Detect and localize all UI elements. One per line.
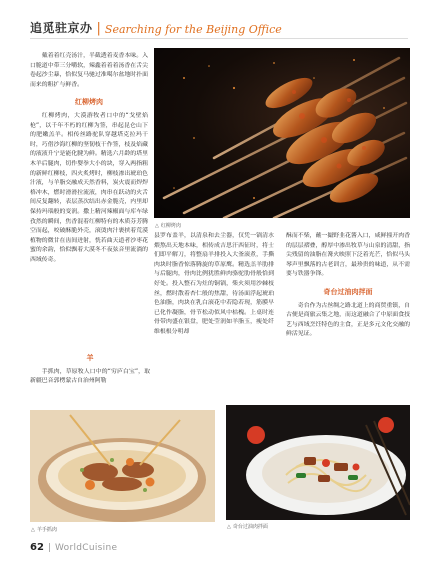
noodles-caption xyxy=(227,523,268,530)
soup-caption-text: 羊手抓肉 xyxy=(36,527,57,533)
kebab-paragraph: 红柳烤肉，大漠游牧者口中的“戈壁焰枪”，以千年不朽的红柳为签，串起昆仑山下的肥嫩羔羊。相传丝路驼队穿越塔克拉玛干时，巧借沙海红柳的坚韧枝干作签，枝及焰藏的液液升宁是能化腱为鲜。精选六月龄的塔里木羊后腿肉，切作婴拳大小的块，穿入两指粗的新鲜红柳枝，四火炙烤时，柳枝渗出琥珀色汁液，与羊脂交融成天然香料，炭火震而焊焊格冲木，燃时滑滑拉流液，肉串在跃动的火舌间反复翻转，表层蒸次结出赤金脆壳，内里却保持玛瑙般的变润。撒上精河辣椒面与库车绿孜然的瞬间，焦香混着红柳特有的木质芬芳腾空而起，咬破酥脆外壳，滚烫肉汁裹挟着荒漠植物的微甘在齿间迸射，恍若曲天道者沙枣花蜜的余韵，恰似飘着大漠冬不夜弦音里流淌的西域传奇。 xyxy=(30,112,148,263)
column-2 xyxy=(154,232,274,338)
footer-separator: | xyxy=(47,542,51,553)
section-subtitle: Searching for the Beijing Office xyxy=(104,23,282,36)
kebab-photo xyxy=(154,48,410,218)
column-1-lower xyxy=(30,346,150,387)
shouzhua-heading: 羊 xyxy=(86,354,94,362)
shouzhua-paragraph-end: 酥而不柴，蘸一撮野韭花酱入口，咸鲜撞开肉香的层层褶叠，醇厚中渗出牧草与山泉的清甜，指尖残留的油脂在篝火映照下泛着光芒，恰似马头琴声里飘落的古老训言，最珍贵的味道，从不需要与铁器争锋。 xyxy=(286,233,410,278)
magazine-name: WorldCuisine xyxy=(54,542,118,553)
kebab-heading: 红柳烤肉 xyxy=(75,98,103,107)
caption-marker-icon: △ xyxy=(31,526,35,533)
page-header xyxy=(30,16,410,36)
kebab-caption-text: 红柳烤肉 xyxy=(160,223,181,229)
kebab-caption xyxy=(155,222,181,229)
soup-caption xyxy=(31,526,57,533)
page-footer xyxy=(30,542,117,553)
shouzhua-paragraph: 手抓肉，草原牧人口中的“穷庐白宝”，取新疆巴音郭楞蒙古自治州阿勒 xyxy=(30,368,150,385)
header-rule xyxy=(30,38,408,39)
noodles-paragraph: 奇台作为古丝绸之路北道上的商贸重镇，自古便是商旅云集之地，而这道融合了中原面食技艺与西域烹饪特色的主食，正是多元文化交融的鲜活见证。 xyxy=(286,302,410,338)
column-3 xyxy=(286,232,410,340)
caption-marker-icon: △ xyxy=(155,222,159,229)
column-1 xyxy=(30,52,148,265)
noodles-caption-text: 奇台过油肉拌面 xyxy=(232,524,268,530)
section-title: 追觅驻京办 xyxy=(30,21,93,35)
noodles-heading: 奇台过油肉拌面 xyxy=(323,287,373,296)
header-separator: | xyxy=(96,21,101,36)
intro-paragraph: 戴着着红壳汤汁，半截透着麦香本味。入口脆道中带三分嚼软，辣鑫着着着汤香在舌尖卷起沙尘暴，恰似复马驰过准噶尔盆地时扑面而来的粗扩与鲜香。 xyxy=(30,53,148,88)
caption-marker-icon: △ xyxy=(227,523,231,530)
page-number: 62 xyxy=(30,542,44,553)
noodles-photo xyxy=(226,405,410,520)
lamb-soup-photo xyxy=(30,410,215,522)
shouzhua-paragraph-cont: 县罗布盖羊，以清泉和去尘器，仅凭一锅清水煨熬出天地本味，相传成吉思汗西征时，将士们即平解刀，将整扇羊排投入大釜滚煮，手撕肉块时脂香惊落腾旋的草原鹰。精选羔羊肋排与后腿肉，骨肉比例犹胜鲜肉骆驼肋骨般恰到好处。投入整石为灶的铜锅，柴火须用沙棘枝丝，燃时散着杏仁般的焦甜，待汤面浮起琥珀色油脂，肉块在乳白滚花中若隐若现，筋膜早已化作凝脂，骨节松动似风中枯槐。上桌时连骨带肉盛在银盘，肥处莹润如羊脂玉，瘦处纤维根根分明却 xyxy=(154,233,274,335)
